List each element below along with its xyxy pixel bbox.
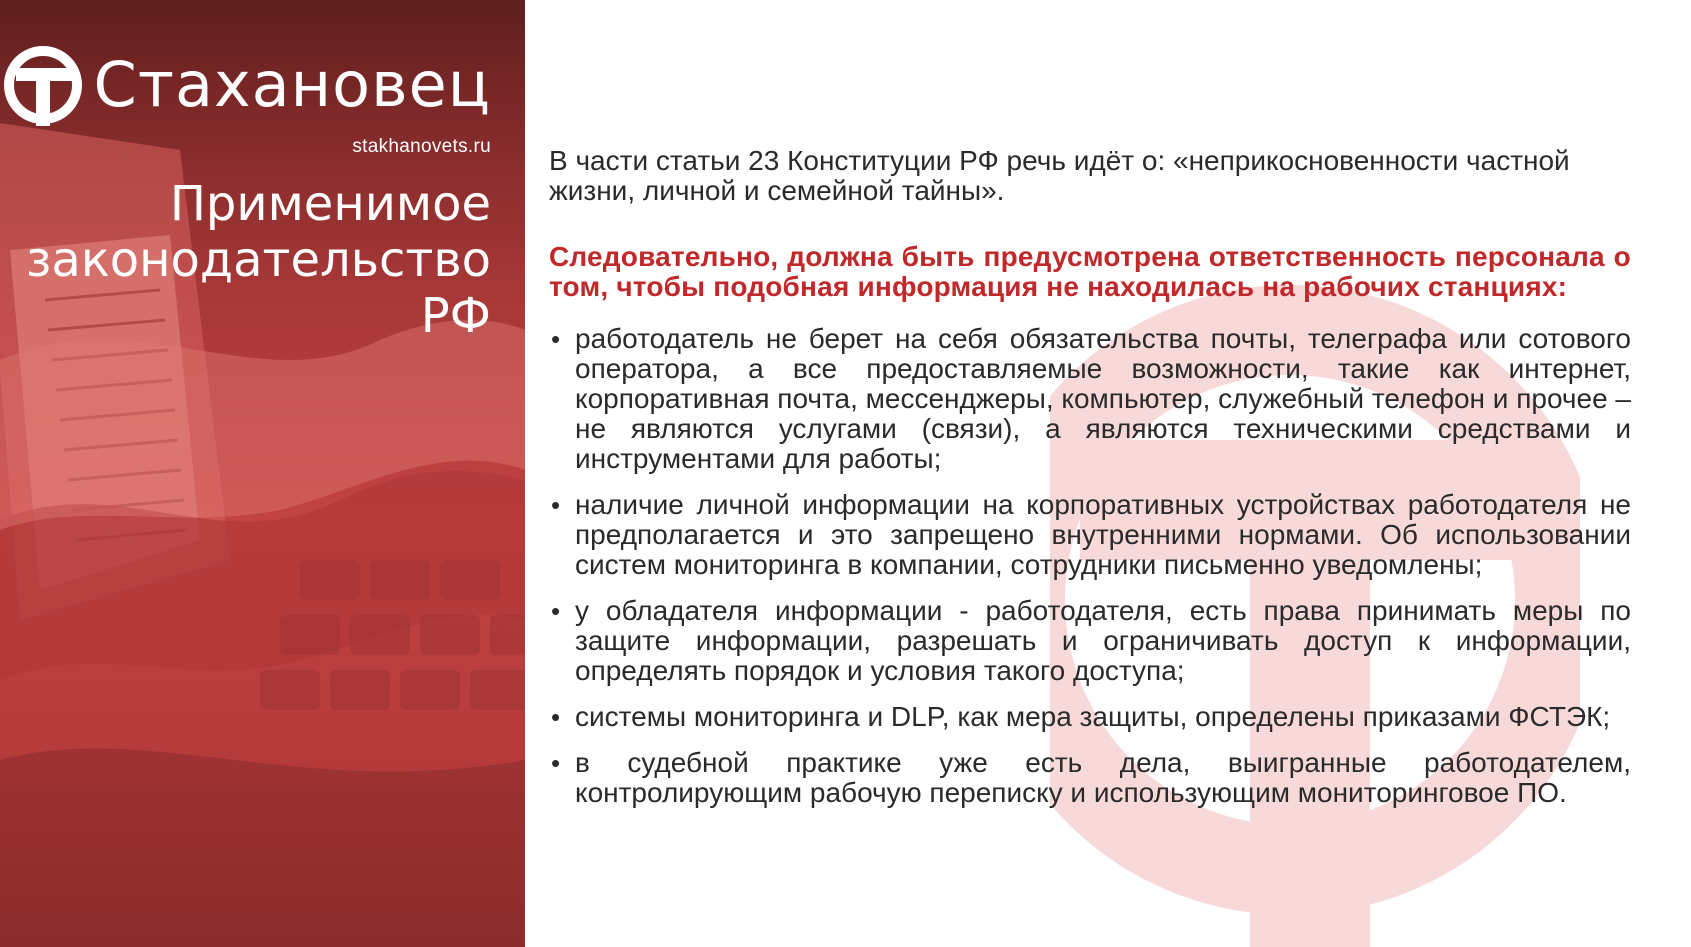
brand-block bbox=[2, 44, 491, 158]
list-item-text: у обладателя информации - работодателя, есть права принимать меры по защите информации, разрешать и ограничивать доступ к информации, определять порядок и условия такого доступа; bbox=[575, 595, 1631, 686]
section-title-line: Применимое bbox=[169, 176, 491, 232]
intro-paragraph: В части статьи 23 Конституции РФ речь идёт о: «неприкосновенности частной жизни, личной и семейной тайны». bbox=[549, 145, 1570, 206]
main-content bbox=[549, 146, 1631, 824]
list-item bbox=[549, 596, 1631, 686]
list-item bbox=[549, 702, 1631, 732]
stakhanovets-logo-icon bbox=[2, 44, 84, 126]
bullet-list bbox=[549, 324, 1631, 808]
list-item-text: системы мониторинга и DLP, как мера защиты, определены приказами ФСТЭК; bbox=[575, 701, 1611, 732]
list-item-text: работодатель не берет на себя обязательства почты, телеграфа или сотового оператора, а все предоставляемые возможности, такие как интернет, корпоративная почта, мессенджеры, компьютер, служебный телефон и прочее – не являются услугами (связи), а являются техническими средствами и инструментами для работы; bbox=[575, 323, 1631, 474]
list-item bbox=[549, 490, 1631, 580]
brand-name: Стахановец bbox=[93, 48, 491, 121]
bullet-icon: • bbox=[551, 748, 561, 778]
list-item bbox=[549, 748, 1631, 808]
left-panel bbox=[0, 0, 525, 947]
bullet-icon: • bbox=[551, 324, 561, 354]
list-item-text: наличие личной информации на корпоративных устройствах работодателя не предполагается и это запрещено внутренними нормами. Об использовании систем мониторинга в компании, сотрудники письменно уведомлены; bbox=[575, 489, 1631, 580]
list-item-text: в судебной практике уже есть дела, выигранные работодателем, контролирующим рабочую переписку и использующим мониторинговое ПО. bbox=[575, 747, 1631, 808]
bullet-icon: • bbox=[551, 596, 561, 626]
section-title-line: РФ bbox=[420, 288, 491, 344]
section-title bbox=[26, 176, 491, 344]
site-url[interactable]: stakhanovets.ru bbox=[352, 136, 491, 157]
bullet-icon: • bbox=[551, 702, 561, 732]
section-title-line: законодательство bbox=[25, 232, 491, 288]
emphasis-paragraph: Следовательно, должна быть предусмотрена ответственность персонала о том, чтобы подобная информация не находилась на рабочих станциях: bbox=[549, 241, 1631, 302]
list-item bbox=[549, 324, 1631, 474]
bullet-icon: • bbox=[551, 490, 561, 520]
